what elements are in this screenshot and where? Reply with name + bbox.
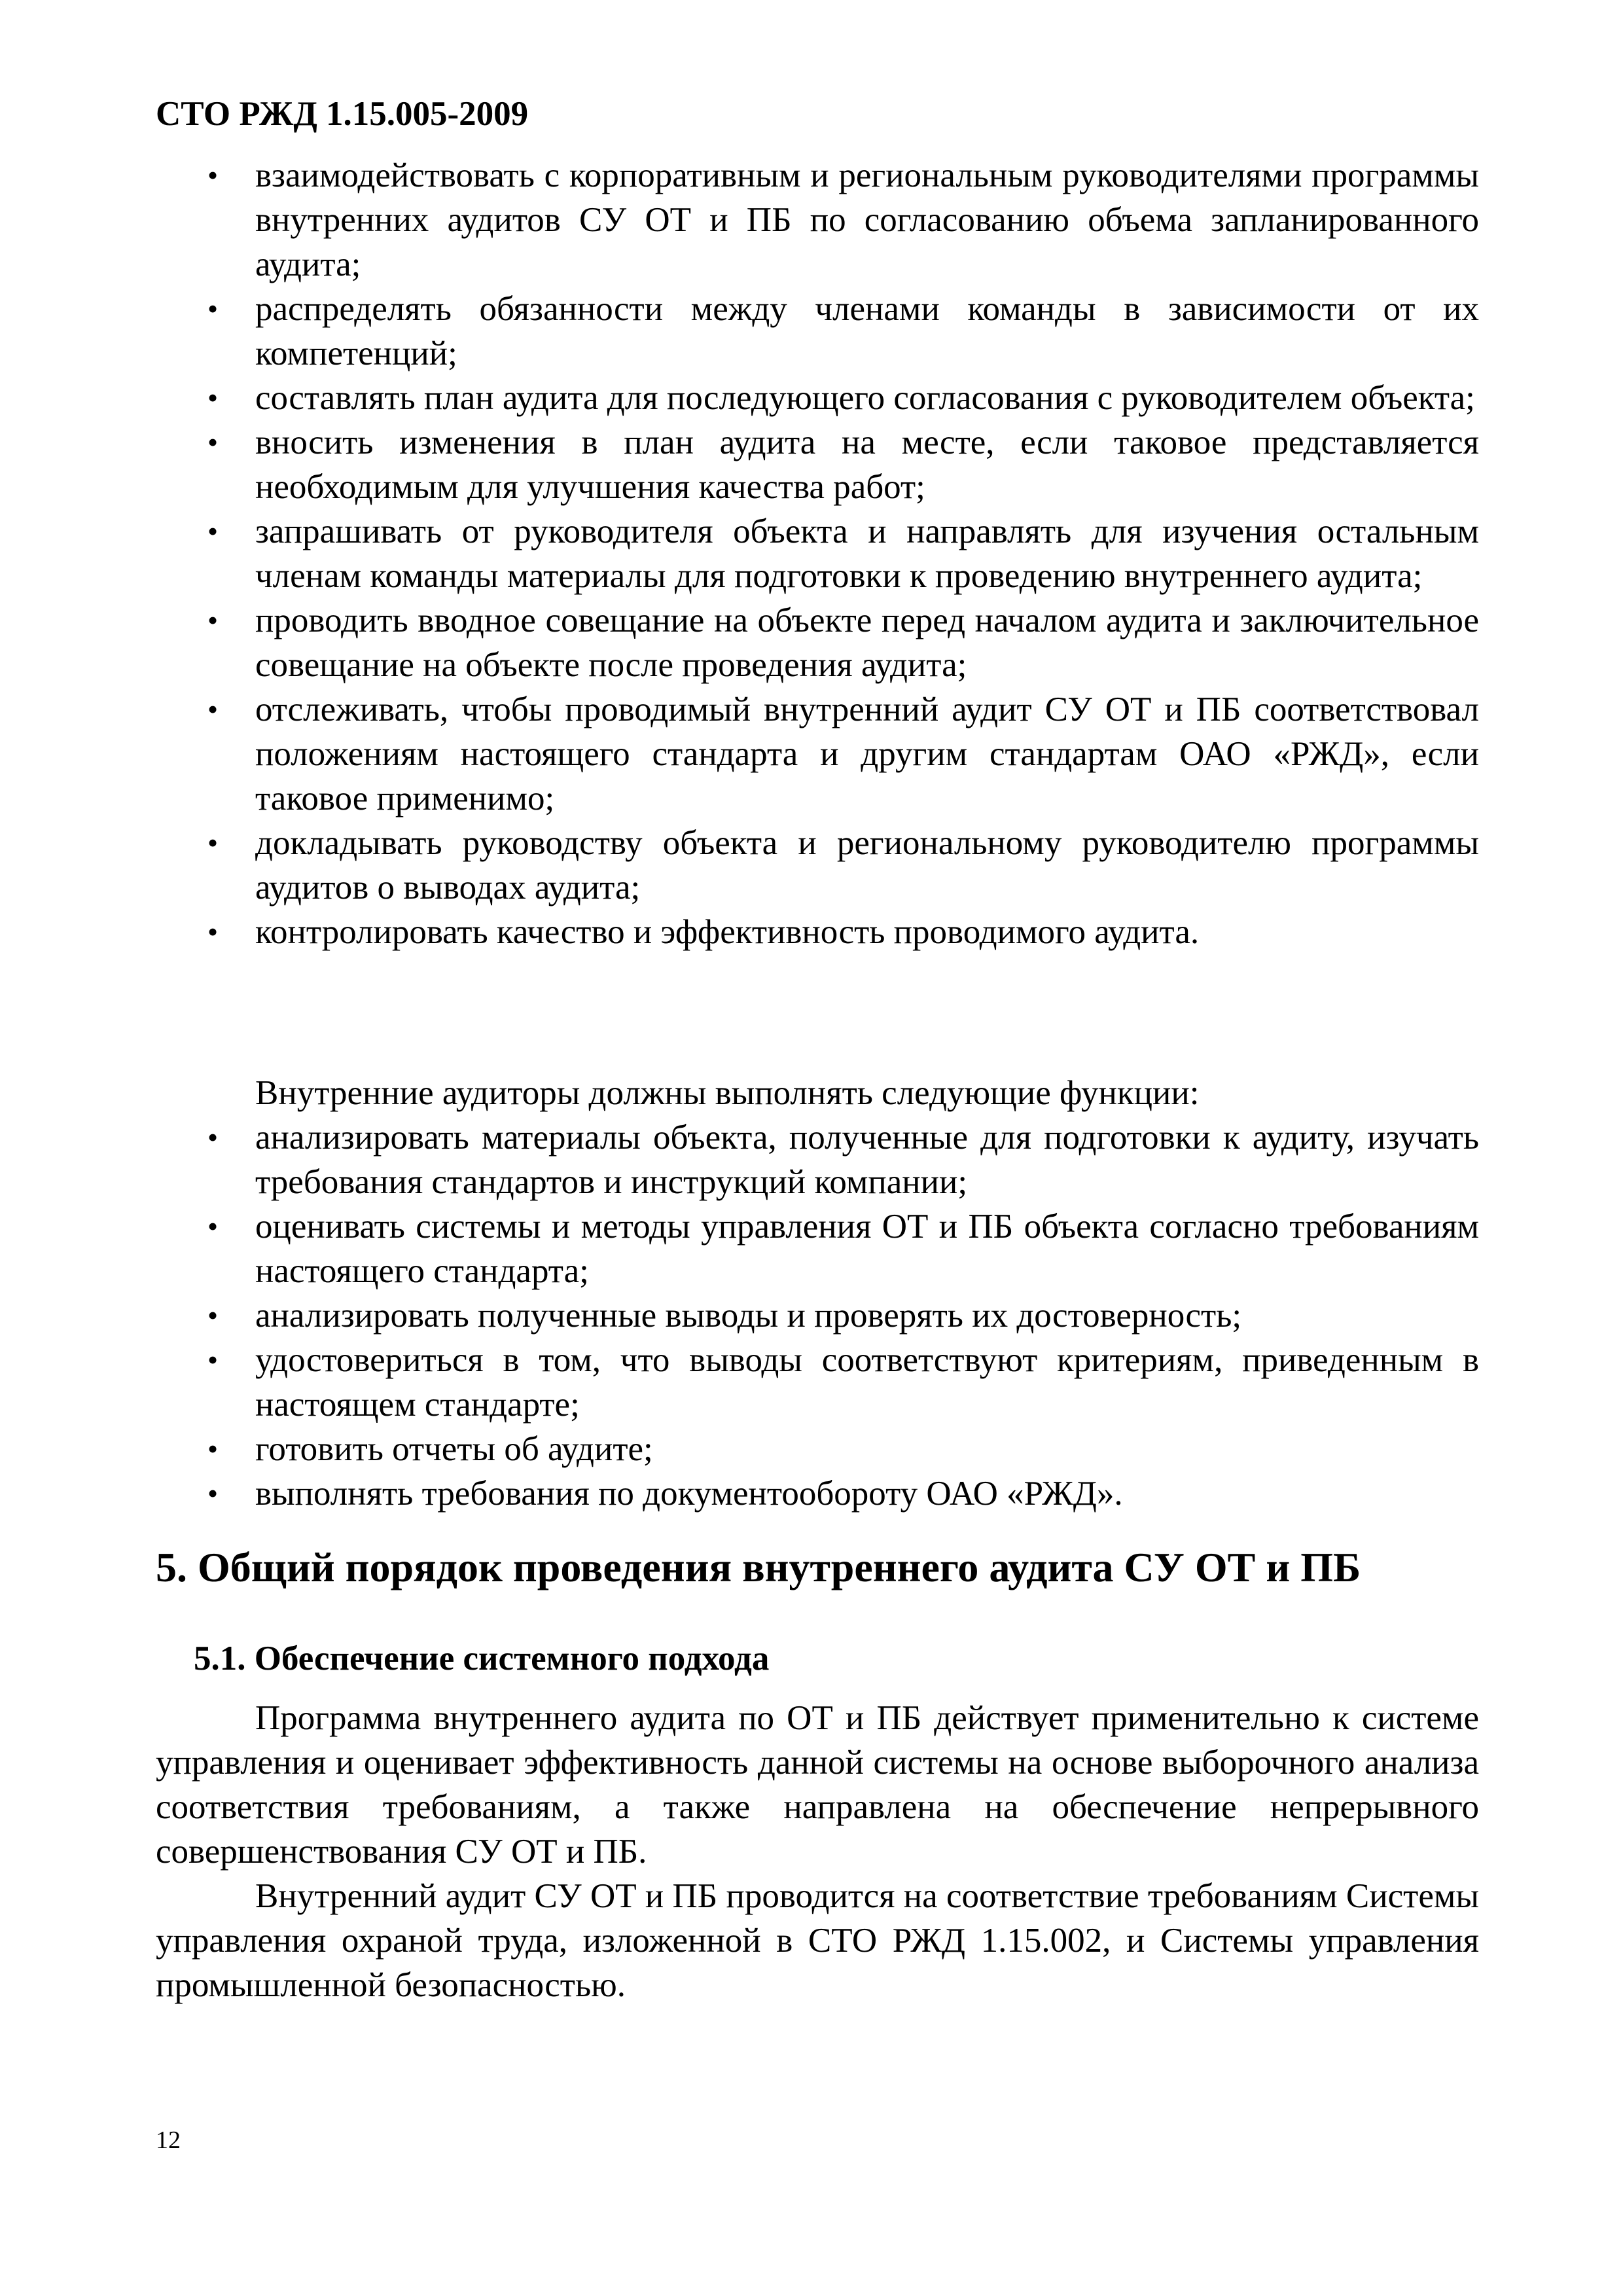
list-item: • запрашивать от руководителя объекта и направлять для изучения остальным членам команды материалы для подготовки к проведению внутреннего аудита; <box>255 509 1479 598</box>
section-heading: 5. Общий порядок проведения внутреннего аудита СУ ОТ и ПБ <box>156 1544 1361 1590</box>
list-item: • удостовериться в том, что выводы соответствуют критериям, приведенным в настоящем стандарте; <box>255 1338 1479 1427</box>
auditor-duties-list <box>0 153 1623 954</box>
list-item: • анализировать полученные выводы и проверять их достоверность; <box>255 1293 1479 1338</box>
list-item: • взаимодействовать с корпоративным и региональным руководителями программы внутренних аудитов СУ ОТ и ПБ по согласованию объема запланированного аудита; <box>255 153 1479 287</box>
list-item: • распределять обязанности между членами команды в зависимости от их компетенций; <box>255 287 1479 376</box>
list-item: • отслеживать, чтобы проводимый внутренний аудит СУ ОТ и ПБ соответствовал положениям настоящего стандарта и другим стандартам ОАО «РЖД», если таковое применимо; <box>255 687 1479 821</box>
list-intro: Внутренние аудиторы должны выполнять следующие функции: <box>255 1074 1200 1112</box>
subsection-heading: 5.1. Обеспечение системного подхода <box>194 1640 770 1677</box>
list-item: • готовить отчеты об аудите; <box>255 1427 1479 1471</box>
internal-auditors-block <box>0 1071 1623 1516</box>
list-item: • проводить вводное совещание на объекте перед началом аудита и заключительное совещание на объекте после проведения аудита; <box>255 598 1479 687</box>
list-item: • вносить изменения в план аудита на месте, если таковое представляется необходимым для улучшения качества работ; <box>255 420 1479 509</box>
list-item: • анализировать материалы объекта, полученные для подготовки к аудиту, изучать требования стандартов и инструкций компании; <box>255 1115 1479 1204</box>
list-item: • оценивать системы и методы управления ОТ и ПБ объекта согласно требованиям настоящего стандарта; <box>255 1204 1479 1293</box>
document-code: СТО РЖД 1.15.005-2009 <box>156 95 529 133</box>
section-body <box>0 1696 1623 2007</box>
list-item: • контролировать качество и эффективность проводимого аудита. <box>255 910 1479 954</box>
list-item: • докладывать руководству объекта и региональному руководителю программы аудитов о выводах аудита; <box>255 821 1479 910</box>
list-item: • выполнять требования по документообороту ОАО «РЖД». <box>255 1471 1479 1516</box>
page-number: 12 <box>156 2126 181 2154</box>
paragraph: Программа внутреннего аудита по ОТ и ПБ действует применительно к системе управления и оценивает эффективность данной системы на основе выборочного анализа соответствия требованиям, а также направлена на обеспечение непрерывного совершенствования СУ ОТ и ПБ. <box>156 1699 1479 1871</box>
list-item: • составлять план аудита для последующего согласования с руководителем объекта; <box>255 376 1479 420</box>
paragraph: Внутренний аудит СУ ОТ и ПБ проводится на соответствие требованиям Системы управления охраной труда, изложенной в СТО РЖД 1.15.002, и Системы управления промышленной безопасностью. <box>156 1877 1479 2004</box>
